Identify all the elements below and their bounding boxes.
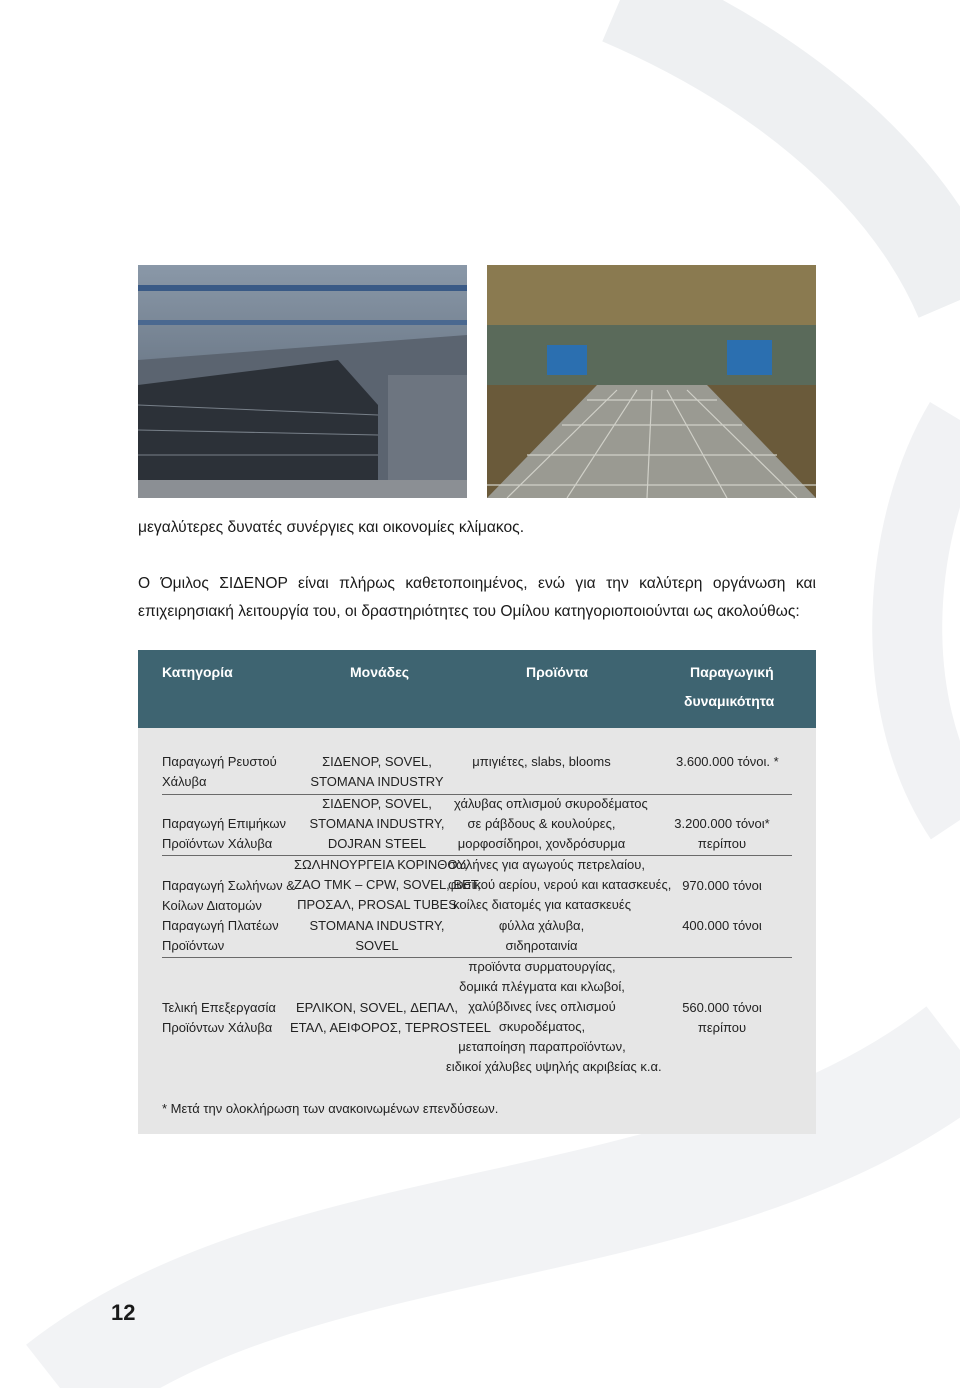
table-footnote: * Μετά την ολοκλήρωση των ανακοινωμένων επενδύσεων.	[162, 1101, 499, 1116]
intro-paragraph-1: μεγαλύτερες δυνατές συνέργιες και οικονομίες κλίμακος.	[138, 519, 525, 536]
row1-category: Παραγωγή Ρευστού Χάλυβα	[162, 754, 277, 789]
row2-category: Παραγωγή Επιμήκων Προϊόντων Χάλυβα	[162, 816, 287, 851]
row2-products: χάλυβας οπλισμού σκυροδέματος σε ράβδους & κουλούρες, μορφοσίδηροι, χονδρόσυρμα	[454, 796, 648, 851]
table-header	[138, 650, 816, 728]
row3-products: σωλήνες για αγωγούς πετρελαίου, φυσικού αερίου, νερού και κατασκευές, κοίλες διατομές για κατασκευές	[448, 857, 672, 912]
row3-units: ΣΩΛΗΝΟΥΡΓΕΙΑ ΚΟΡΙΝΘΟΥ, ZAO TMK – CPW, SOVEL, BET, ΠΡΟΣΑΛ, PROSAL TUBES	[294, 857, 481, 912]
header-capacity-line1: Παραγωγική	[690, 664, 774, 680]
row2-units: ΣΙΔΕΝΟΡ, SOVEL, STOMANA INDUSTRY, DOJRAN STEEL	[309, 796, 445, 851]
row4-units: STOMANA INDUSTRY, SOVEL	[309, 918, 445, 953]
header-units: Μονάδες	[350, 664, 410, 680]
row2-capacity: 3.200.000 τόνοι* περίπου	[674, 816, 770, 851]
row3-capacity: 970.000 τόνοι	[682, 878, 762, 893]
photo-steel-hollow-sections	[138, 265, 467, 498]
row5-category: Τελική Επεξεργασία Προϊόντων Χάλυβα	[162, 1000, 276, 1035]
header-products: Προϊόντα	[526, 664, 589, 680]
row4-capacity: 400.000 τόνοι	[682, 918, 762, 933]
row1-products: μπιγιέτες, slabs, blooms	[472, 754, 611, 769]
row5-products: προϊόντα συρματουργίας, δομικά πλέγματα και κλωβοί, χαλύβδινες ίνες οπλισμού σκυροδέματος, μεταποίηση παραπροϊόντων, ειδικοί χάλυβες υψηλής ακριβείας κ.α.	[446, 959, 662, 1074]
photo-steel-mesh-production	[487, 265, 816, 498]
row5-units: ΕΡΛΙΚΟΝ, SOVEL, ΔΕΠΑΛ, ΕΤΑΛ, ΑΕΙΦΟΡΟΣ, TEPROSTEEL	[290, 1000, 491, 1035]
row4-products: φύλλα χάλυβα, σιδηροταινία	[498, 918, 585, 953]
page-number: 12	[111, 1300, 136, 1325]
header-capacity-line2: δυναμικότητα	[684, 693, 775, 709]
row1-capacity: 3.600.000 τόνοι. *	[676, 754, 779, 769]
header-category: Κατηγορία	[162, 664, 233, 680]
row5-capacity: 560.000 τόνοι περίπου	[682, 1000, 762, 1035]
intro-paragraph-2: Ο Όμιλος ΣΙΔΕΝΟΡ είναι πλήρως καθετοποιημένος, ενώ για την καλύτερη οργάνωση και επιχειρησιακή λειτουργία του, οι δραστηριότητες του Ομίλου κατηγοριοποιούνται ως ακολούθως:	[138, 575, 816, 620]
row4-category: Παραγωγή Πλατέων Προϊόντων	[162, 918, 279, 953]
row1-units: ΣΙΔΕΝΟΡ, SOVEL, STOMANA INDUSTRY	[310, 754, 444, 789]
table-body	[138, 728, 816, 1134]
row3-category: Παραγωγή Σωλήνων & Κοίλων Διατομών	[162, 878, 295, 913]
